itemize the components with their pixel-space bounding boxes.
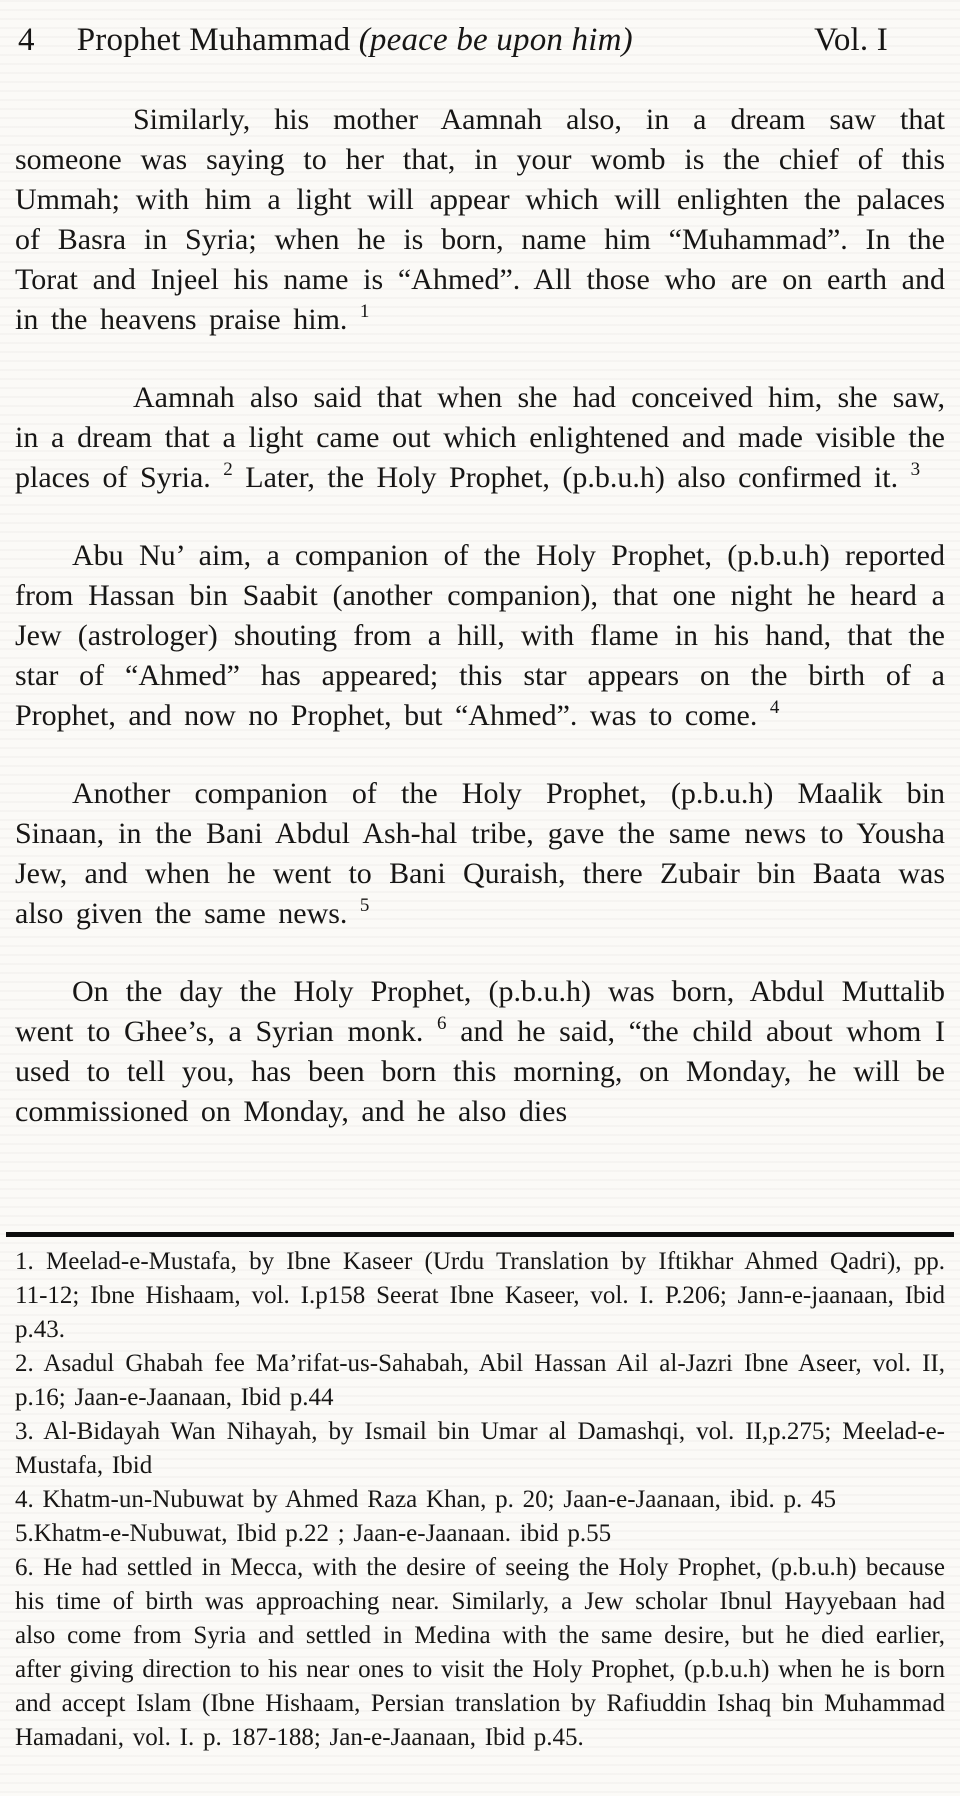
footnote-ref: 6 (437, 1013, 447, 1034)
footnote-item: 3. Al-Bidayah Wan Nihayah, by Ismail bin Umar al Damashqi, vol. II,p.275; Meelad-e- Mustafa, Ibid (15, 1418, 945, 1479)
footnote-item: 6. He had settled in Mecca, with the desire of seeing the Holy Prophet, (p.b.u.h) because his time of birth was approaching near. Similarly, a Jew scholar Ibnul Hayyebaan had also come from Syria and settled in Medina with the same desire, but he died earlier, after giving direction to his near ones to visit the Holy Prophet, (p.b.u.h) when he is born and accept Islam (Ibne Hishaam, Persian translation by Rafiuddin Ishaq bin Muhammad Hamadani, vol. I. p. 187-188; Jan-e-Jaanaan, Ibid p.45. (15, 1554, 945, 1751)
footnote-ref: 4 (769, 697, 780, 718)
paragraph: Similarly, his mother Aamnah also, in a dream saw that someone was saying to her that, in your womb is the chief of this Ummah; with him a light will appear which will enlighten the palaces of Basra in Syria; when he is born, name him “Muhammad”. In the Torat and Injeel his name is “Ahmed”. All those who are on earth and in the heavens praise him. $^1$ (15, 103, 945, 336)
paragraph: Abu Nu’ aim, a companion of the Holy Prophet, (p.b.u.h) reported from Hassan bin Saabit (another companion), that one night he heard a Jew (astrologer) shouting from a hill, with flame in his hand, that the star of “Ahmed” has appeared; this star appears on the birth of a Prophet, and now no Prophet, but “Ahmed”. was to come. $^4$ (15, 539, 945, 732)
page-number: 4 (18, 22, 35, 58)
running-title-regular: Prophet Muhammad (76, 22, 359, 58)
footnote-ref: 3 (910, 459, 921, 480)
paragraph: Aamnah also said that when she had conceived him, she saw, in a dream that a light came out which enlightened and made visible the places of Syria. $^2$ Later, the Holy Prophet, (p.b.u.h) also confirmed it. $^3$ (15, 381, 945, 494)
running-title (77, 22, 814, 59)
footnote-ref: 2 (223, 459, 233, 480)
volume-label: Vol. I (814, 22, 888, 58)
footnote-item: 5.Khatm-e-Nubuwat, Ibid p.22 ; Jaan-e-Jaanaan. ibid p.55 (15, 1520, 612, 1547)
footnotes (0, 1237, 960, 1791)
footnote-item: 4. Khatm-un-Nubuwat by Ahmed Raza Khan, p. 20; Jaan-e-Jaanaan, ibid. p. 45 (15, 1486, 837, 1513)
running-title-italic: (peace be upon him) (358, 22, 633, 58)
footnote-ref: 5 (359, 895, 370, 916)
paragraph: Another companion of the Holy Prophet, (p.b.u.h) Maalik bin Sinaan, in the Bani Abdul Ash-hal tribe, gave the same news to Yousha Jew, and when he went to Bani Quraish, there Zubair bin Baata was also given the same news. $^5$ (15, 777, 945, 930)
footnote-item: 1. Meelad-e-Mustafa, by Ibne Kaseer (Urdu Translation by Iftikhar Ahmed Qadri), pp. 11-12; Ibne Hishaam, vol. I.p158 Seerat Ibne Kaseer, vol. I. P.206; Jann-e-jaanaan, Ibid p.43. (15, 1248, 945, 1343)
page-header (0, 0, 960, 100)
footnote-ref: 1 (359, 301, 370, 322)
paragraph: On the day the Holy Prophet, (p.b.u.h) was born, Abdul Muttalib went to Ghee’s, a Syrian monk. $^6$ and he said, “the child about whom I used to tell you, has been born this morning, on Monday, he will be commissioned on Monday, and he also dies (15, 975, 945, 1128)
body-text (0, 100, 960, 1232)
footnote-item: 2. Asadul Ghabah fee Ma’rifat-us-Sahabah, Abil Hassan Ail al-Jazri Ibne Aseer, vol. II, p.16; Jaan-e-Jaanaan, Ibid p.44 (15, 1350, 945, 1411)
